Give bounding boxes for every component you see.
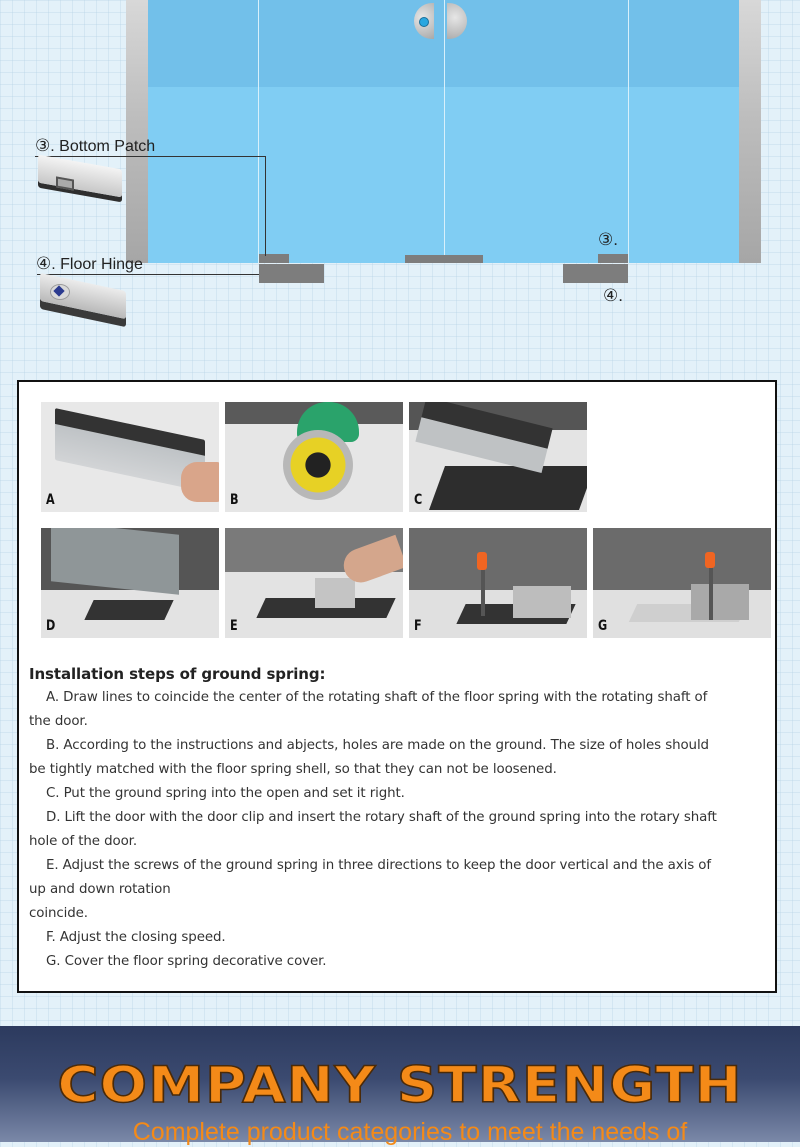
install-photo-e <box>225 528 403 638</box>
step-text: the door. <box>29 714 88 729</box>
saw-blade-shape <box>283 430 353 500</box>
leader-line-patch <box>265 156 266 256</box>
callout-number: ④ <box>36 254 52 273</box>
step-text: coincide. <box>29 906 88 921</box>
callout-text: . Floor Hinge <box>51 256 143 273</box>
step-d <box>29 806 774 854</box>
right-frame-post <box>739 0 761 263</box>
step-text: E. Adjust the screws of the ground spring in three directions to keep the door vertical and the axis of <box>46 858 711 873</box>
photo-label: B <box>230 492 239 508</box>
bottom-patch-right <box>598 254 628 263</box>
install-photo-b <box>225 402 403 512</box>
door-clip-shape <box>513 586 571 618</box>
photo-label: E <box>230 618 238 634</box>
step-f <box>29 926 774 950</box>
installation-steps <box>29 662 774 974</box>
door-clip-shape <box>315 578 355 608</box>
screwdriver-handle-shape <box>705 552 715 568</box>
step-text: be tightly matched with the floor spring shell, so that they can not be loosened. <box>29 762 557 777</box>
step-a <box>29 686 774 734</box>
installation-panel <box>17 380 777 993</box>
leader-line-patch <box>35 156 266 157</box>
callout-bottom-patch <box>35 136 155 156</box>
door-clip-shape <box>691 584 749 620</box>
photo-label: F <box>414 618 422 634</box>
glass-seam <box>258 0 259 263</box>
screwdriver-shaft-shape <box>709 564 713 620</box>
photo-label: D <box>46 618 56 634</box>
bottom-patch-left <box>259 254 289 263</box>
step-c <box>29 782 774 806</box>
center-rail <box>405 255 483 263</box>
photo-label: A <box>46 492 55 508</box>
screwdriver-shaft-shape <box>481 566 485 616</box>
photo-label: G <box>598 618 608 634</box>
step-text: G. Cover the floor spring decorative cover. <box>46 954 327 969</box>
install-photo-c <box>409 402 587 512</box>
banner-subtitle: Complete product categories to meet the needs of <box>132 1118 688 1146</box>
callout-number: ③ <box>35 136 51 155</box>
step-text: hole of the door. <box>29 834 138 849</box>
step-text: up and down rotation <box>29 882 171 897</box>
callout-text: . Bottom Patch <box>50 138 156 155</box>
step-text: A. Draw lines to coincide the center of the rotating shaft of the floor spring with the rotating shaft of <box>46 690 708 705</box>
screwdriver-handle-shape <box>477 552 487 570</box>
hand-shape <box>181 462 219 502</box>
step-e <box>29 854 774 926</box>
key-cylinder-icon <box>419 17 429 27</box>
floor-hinge-right <box>563 264 628 283</box>
step-g <box>29 950 774 974</box>
install-photo-g <box>593 528 771 638</box>
step-text: C. Put the ground spring into the open and set it right. <box>46 786 405 801</box>
floor-opening-shape <box>429 466 587 510</box>
marker-bottom-patch: ③. <box>598 230 618 249</box>
install-photo-f <box>409 528 587 638</box>
door-diagram <box>0 0 800 370</box>
floor-spring-shape <box>84 600 173 620</box>
callout-floor-hinge <box>36 254 143 274</box>
photo-label: C <box>414 492 423 508</box>
step-text: B. According to the instructions and abjects, holes are made on the ground. The size of holes should <box>46 738 709 753</box>
step-text: D. Lift the door with the door clip and insert the rotary shaft of the ground spring into the rotary shaft <box>46 810 717 825</box>
install-photo-d <box>41 528 219 638</box>
marker-floor-hinge: ④. <box>603 286 623 305</box>
leader-line-hinge <box>37 274 259 275</box>
company-strength-banner <box>0 1026 800 1146</box>
step-text: F. Adjust the closing speed. <box>46 930 226 945</box>
steps-title: Installation steps of ground spring: <box>29 665 326 683</box>
step-b <box>29 734 774 782</box>
floor-hinge-left <box>259 264 324 283</box>
left-frame-post <box>126 0 148 263</box>
glass-seam <box>628 0 629 263</box>
install-photo-a <box>41 402 219 512</box>
glass-seam <box>444 0 445 263</box>
banner-title: COMPANY STRENGTH <box>57 1056 743 1114</box>
